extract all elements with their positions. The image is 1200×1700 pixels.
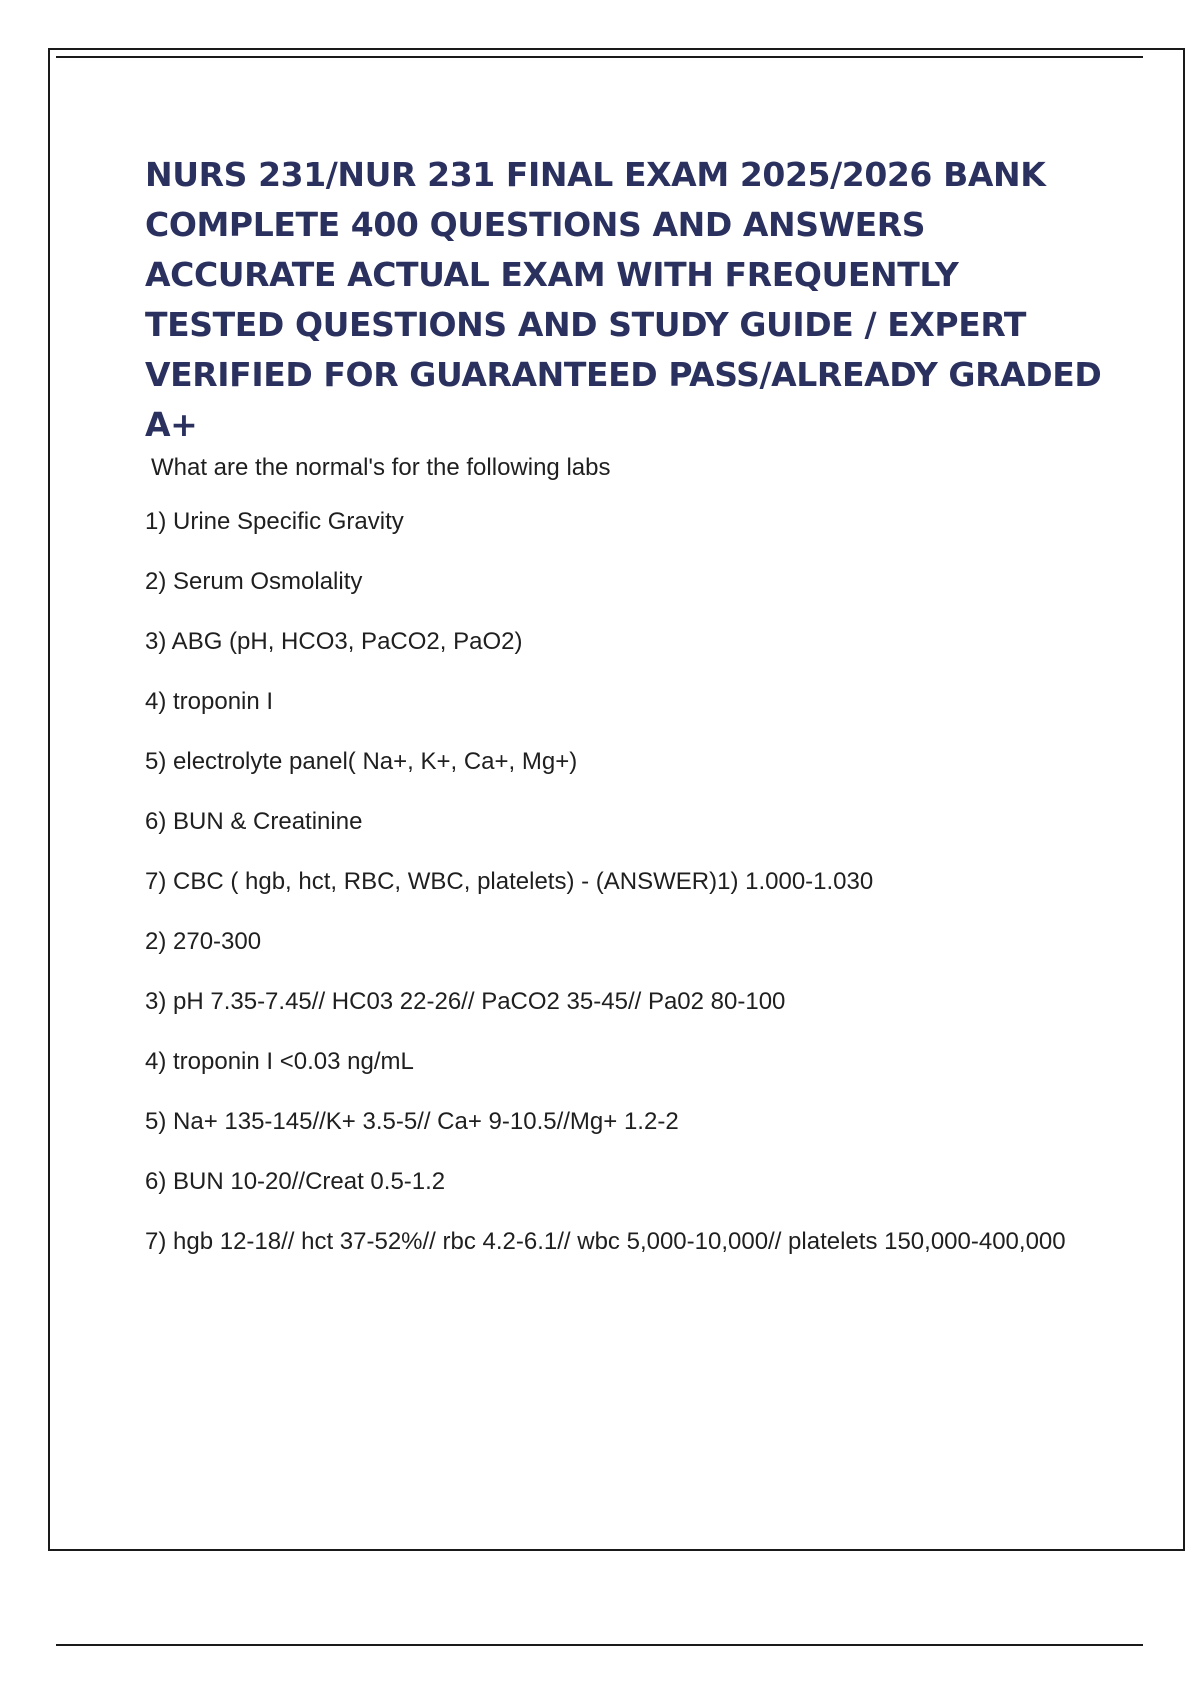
list-item: 7) CBC ( hgb, hct, RBC, WBC, platelets) - (ANSWER)1) 1.000-1.030 [145,868,874,895]
list-item: 7) hgb 12-18// hct 37-52%// rbc 4.2-6.1// wbc 5,000-10,000// platelets 150,000-400,000 [145,1228,1066,1255]
document-title: NURS 231/NUR 231 FINAL EXAM 2025/2026 BANK COMPLETE 400 QUESTIONS AND ANSWERS ACCURATE ACTUAL EXAM WITH FREQUENTLY TESTED QUESTIONS AND STUDY GUIDE / EXPERT VERIFIED FOR GUARANTEED PASS/ALREADY GRADED A+ [145,155,1102,444]
list-item: 4) troponin I <0.03 ng/mL [145,1048,414,1075]
list-item: 3) ABG (pH, HCO3, PaCO2, PaO2) [145,628,523,655]
list-item: 1) Urine Specific Gravity [145,508,404,535]
list-item: 4) troponin I [145,688,274,715]
list-item: 5) electrolyte panel( Na+, K+, Ca+, Mg+) [145,748,578,775]
question-intro: What are the normal's for the following labs [151,454,611,481]
top-rule [56,56,1143,58]
list-item: 5) Na+ 135-145//K+ 3.5-5// Ca+ 9-10.5//Mg+ 1.2-2 [145,1108,679,1135]
list-item: 6) BUN 10-20//Creat 0.5-1.2 [145,1168,446,1195]
list-item: 2) 270-300 [145,928,262,955]
list-item: 3) pH 7.35-7.45// HC03 22-26// PaCO2 35-45// Pa02 80-100 [145,988,786,1015]
list-item: 2) Serum Osmolality [145,568,363,595]
question-answer-list [145,502,1105,1262]
document-body [145,150,1105,1282]
list-item: 6) BUN & Creatinine [145,808,363,835]
bottom-rule [56,1644,1143,1646]
